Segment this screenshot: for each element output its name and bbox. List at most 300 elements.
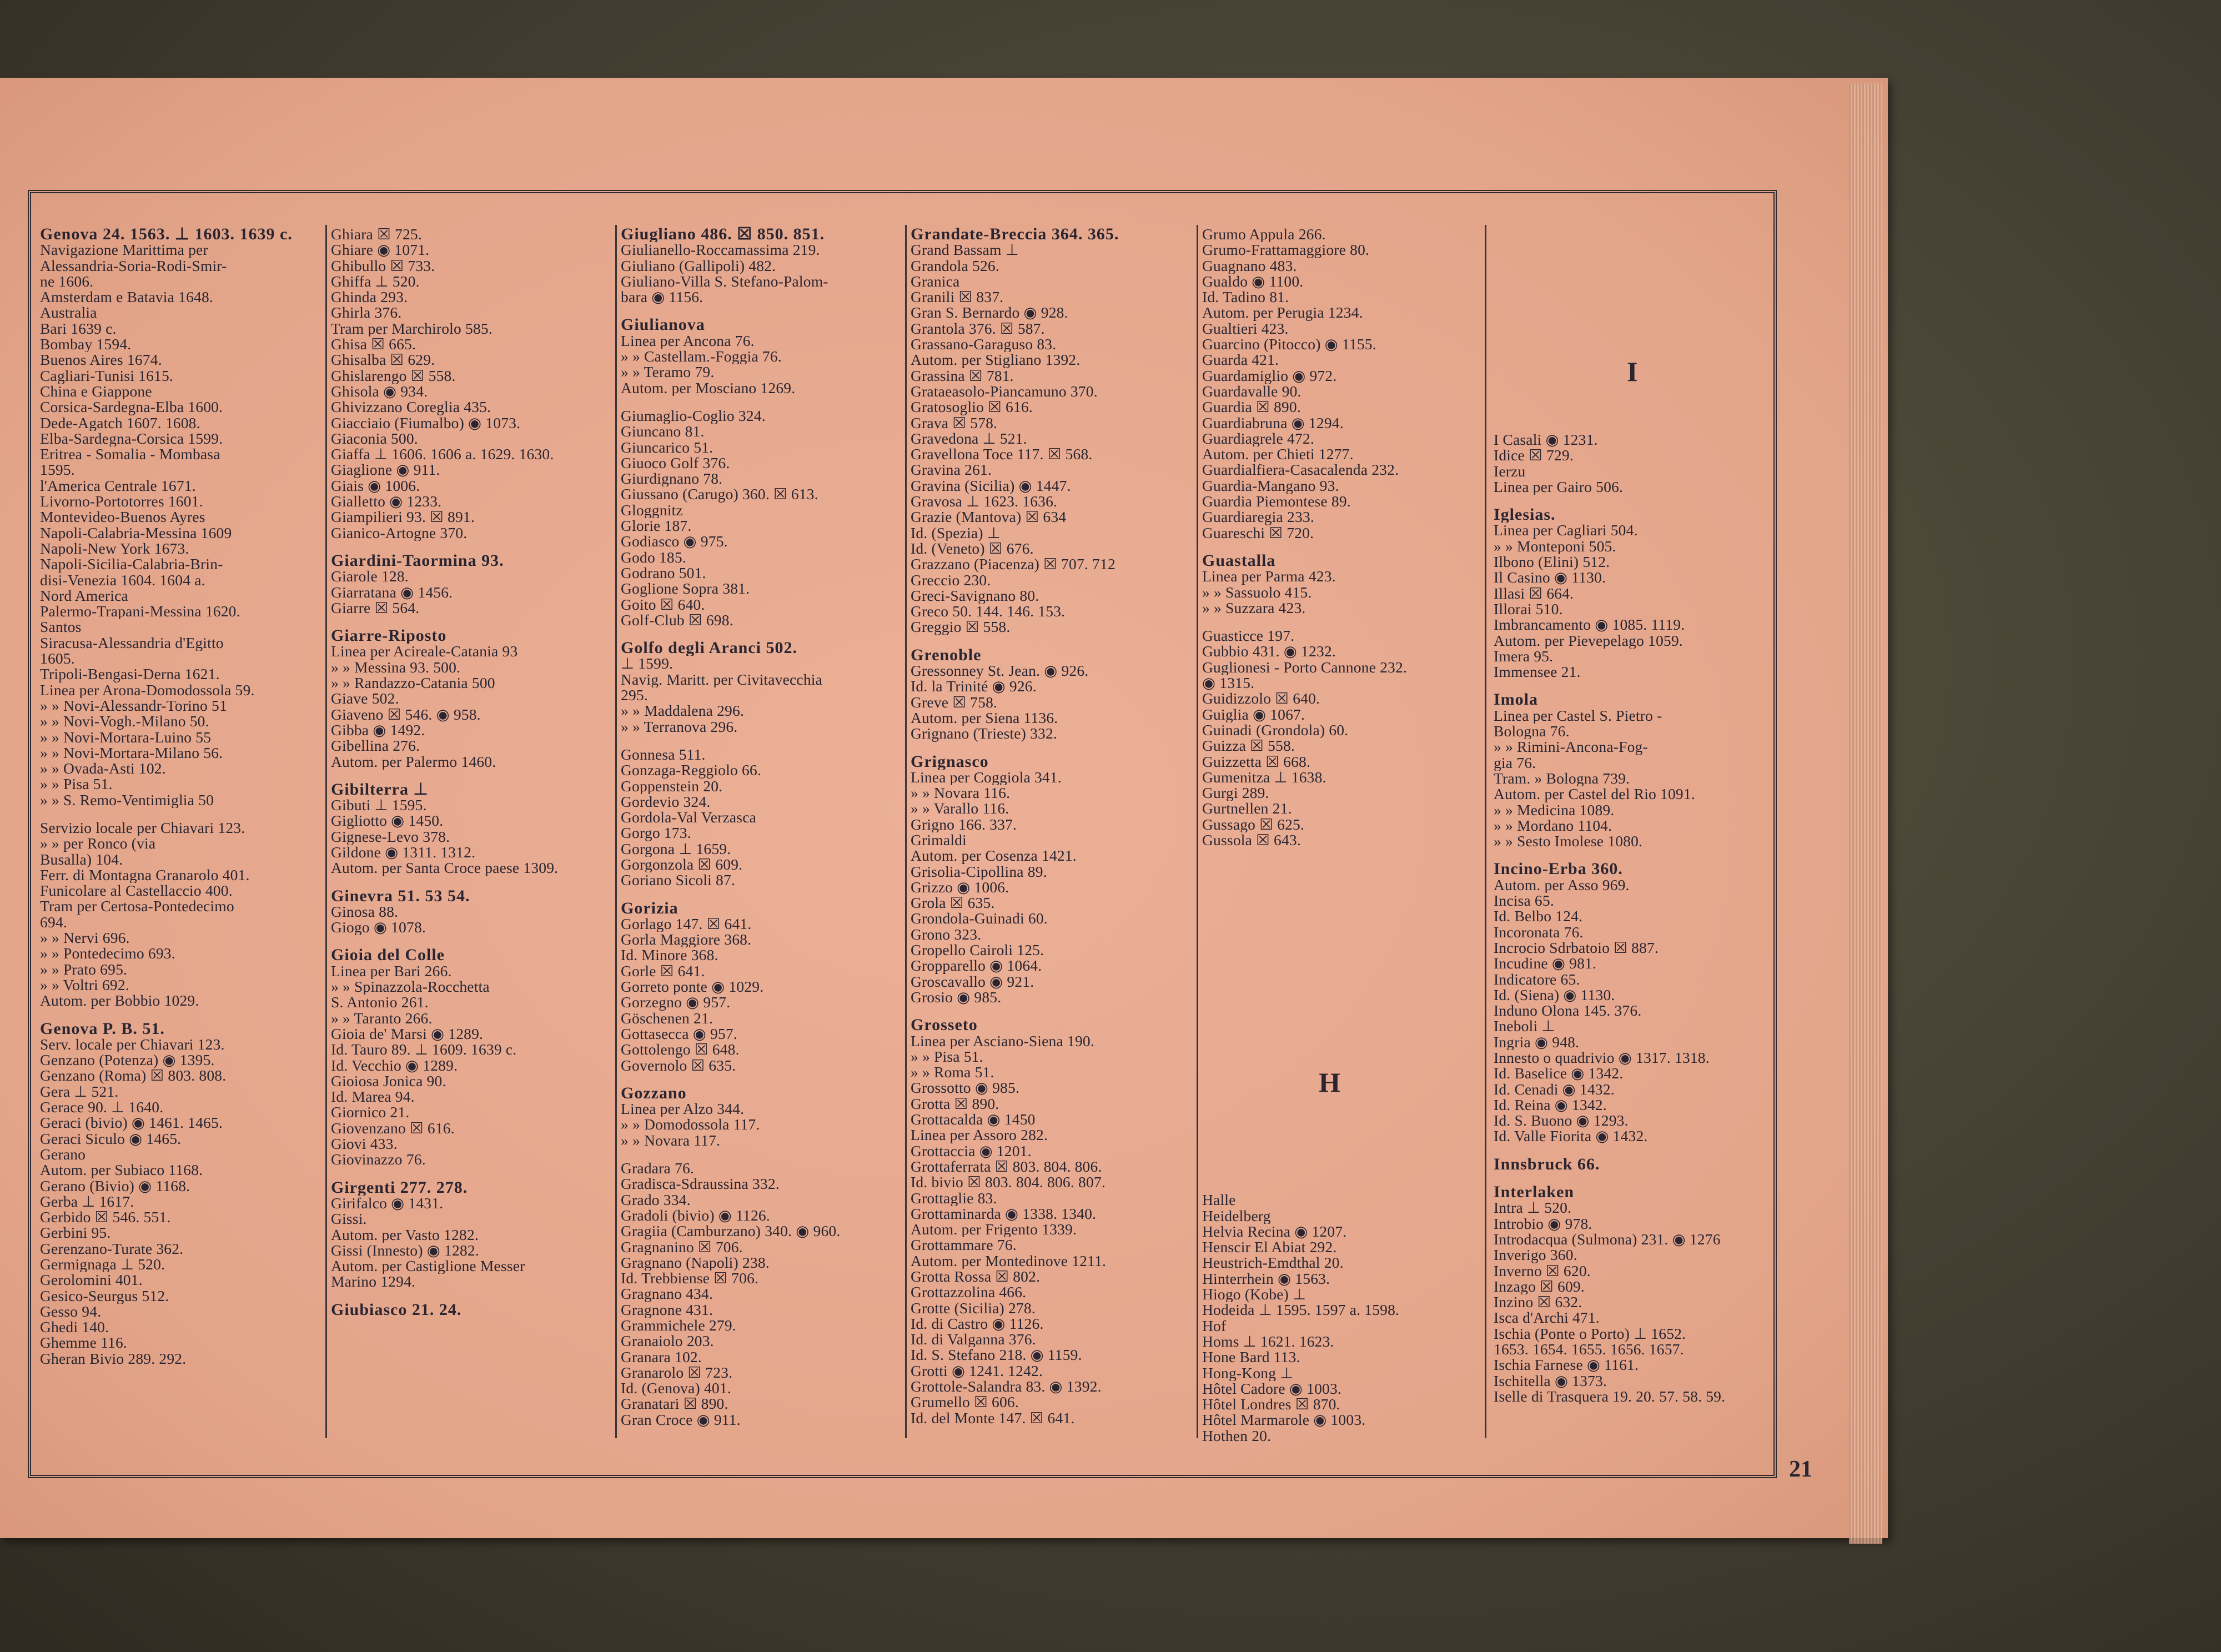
index-entry: Gurgi 289. bbox=[1202, 785, 1269, 801]
index-entry: Autom. per Castiglione Messer bbox=[331, 1258, 525, 1274]
index-entry: Heustrich-Emdthal 20. bbox=[1202, 1255, 1344, 1271]
index-entry: Palermo-Trapani-Messina 1620. bbox=[40, 604, 240, 620]
column-separator bbox=[1197, 225, 1198, 1438]
index-entry: Linea per Castel S. Pietro - bbox=[1494, 707, 1662, 724]
index-heading: Girgenti 277. 278. bbox=[331, 1179, 468, 1196]
index-entry: Giaconia 500. bbox=[331, 430, 418, 447]
index-entry: Funicolare al Castellaccio 400. bbox=[40, 883, 233, 899]
index-heading: Iglesias. bbox=[1494, 507, 1556, 523]
index-entry: Gubbio 431. ◉ 1232. bbox=[1202, 644, 1336, 660]
index-entry: Gorla Maggiore 368. bbox=[621, 932, 752, 948]
index-entry: Grotti ◉ 1241. 1242. bbox=[911, 1363, 1043, 1379]
index-entry: Autom. per Pievepelago 1059. bbox=[1494, 632, 1683, 649]
index-entry: Linea per Parma 423. bbox=[1202, 569, 1336, 585]
index-entry: Ierzu bbox=[1494, 463, 1526, 479]
column-separator bbox=[615, 225, 617, 1438]
index-entry: Giumaglio-Coglio 324. bbox=[621, 408, 766, 424]
entry-gap bbox=[621, 735, 900, 747]
index-entry: Hone Bard 113. bbox=[1202, 1349, 1300, 1365]
index-entry: Guiglia ◉ 1067. bbox=[1202, 706, 1305, 722]
index-heading: Grenoble bbox=[911, 647, 982, 664]
entry-gap bbox=[331, 935, 610, 947]
index-entry: Linea per Gairo 506. bbox=[1494, 479, 1624, 495]
entry-gap bbox=[1202, 616, 1480, 628]
index-entry: Tram per Certosa-Pontedecimo bbox=[40, 898, 234, 915]
index-entry: Grottammare 76. bbox=[911, 1237, 1017, 1253]
index-entry: Induno Olona 145. 376. bbox=[1494, 1003, 1642, 1019]
entry-gap bbox=[911, 742, 1191, 754]
index-entry: Guardialfiera-Casacalenda 232. bbox=[1202, 462, 1399, 478]
index-entry: Grado 334. bbox=[621, 1192, 691, 1208]
index-entry: Grignano (Trieste) 332. bbox=[911, 726, 1058, 742]
index-entry: Autom. per Asso 969. bbox=[1494, 877, 1630, 893]
index-entry: Id. bivio ☒ 803. 804. 806. 807. bbox=[911, 1174, 1106, 1191]
index-entry: Guardia Piemontese 89. bbox=[1202, 494, 1351, 510]
index-entry: Ghedi 140. bbox=[40, 1319, 109, 1335]
index-entry: Gibba ◉ 1492. bbox=[331, 722, 425, 739]
index-entry: Hôtel Cadore ◉ 1003. bbox=[1202, 1380, 1342, 1397]
index-entry: » » Novara 116. bbox=[911, 785, 1011, 801]
index-entry: Gradoli (bivio) ◉ 1126. bbox=[621, 1207, 770, 1224]
index-entry: Hodeida ⊥ 1595. 1597 a. 1598. bbox=[1202, 1302, 1400, 1318]
index-entry: » » Medicina 1089. bbox=[1494, 802, 1615, 818]
index-entry: Iselle di Trasquera 19. 20. 57. 58. 59. bbox=[1494, 1388, 1726, 1405]
index-entry: Gorle ☒ 641. bbox=[621, 963, 705, 980]
index-entry: Id. Reina ◉ 1342. bbox=[1494, 1097, 1607, 1113]
index-entry: Grassina ☒ 781. bbox=[911, 368, 1014, 384]
index-entry: Amsterdam e Batavia 1648. bbox=[40, 289, 213, 305]
index-heading: Gibilterra ⊥ bbox=[331, 781, 429, 798]
index-entry: Godrano 501. bbox=[621, 565, 706, 581]
index-entry: Indicatore 65. bbox=[1494, 971, 1580, 987]
entry-gap bbox=[331, 541, 610, 553]
index-entry: Grondola-Guinadi 60. bbox=[911, 911, 1048, 927]
index-entry: Tram per Marchirolo 585. bbox=[331, 320, 493, 337]
index-entry: Bari 1639 c. bbox=[40, 320, 117, 337]
index-entry: l'America Centrale 1671. bbox=[40, 478, 196, 494]
index-entry: Grottaccia ◉ 1201. bbox=[911, 1143, 1032, 1159]
index-entry: Guinadi (Grondola) 60. bbox=[1202, 722, 1349, 739]
index-entry: Gioia de' Marsi ◉ 1289. bbox=[331, 1026, 484, 1042]
index-entry: Hothen 20. bbox=[1202, 1428, 1272, 1444]
index-entry: » » Castellam.-Foggia 76. bbox=[621, 349, 782, 365]
entry-gap bbox=[911, 635, 1191, 647]
entry-gap bbox=[331, 616, 610, 628]
index-entry: Linea per Bari 266. bbox=[331, 963, 452, 980]
index-entry: » » Spinazzola-Rocchetta bbox=[331, 979, 490, 995]
section-spacer bbox=[1494, 227, 1766, 432]
index-entry: Giais ◉ 1006. bbox=[331, 478, 420, 494]
index-entry: Grisolia-Cipollina 89. bbox=[911, 863, 1047, 880]
index-entry: » » S. Remo-Ventimiglia 50 bbox=[40, 792, 214, 808]
index-entry: Guizza ☒ 558. bbox=[1202, 738, 1295, 754]
index-entry: Id. (Genova) 401. bbox=[621, 1380, 731, 1397]
entry-gap bbox=[621, 305, 900, 317]
index-entry: Gesico-Seurgus 512. bbox=[40, 1288, 169, 1304]
index-entry: Autom. per Subiaco 1168. bbox=[40, 1162, 203, 1178]
index-entry: Autom. per Chieti 1277. bbox=[1202, 446, 1354, 463]
index-entry: Gualdo ◉ 1100. bbox=[1202, 273, 1304, 290]
index-entry: Illorai 510. bbox=[1494, 601, 1563, 617]
index-entry: » » Maddalena 296. bbox=[621, 703, 745, 719]
index-entry: Giovenzano ☒ 616. bbox=[331, 1120, 455, 1137]
index-heading: Golfo degli Aranci 502. bbox=[621, 640, 797, 656]
index-entry: Inzino ☒ 632. bbox=[1494, 1294, 1582, 1310]
index-entry: Linea per Ancona 76. bbox=[621, 333, 755, 349]
index-entry: Guasticce 197. bbox=[1202, 628, 1295, 644]
index-entry: » » Pisa 51. bbox=[911, 1048, 983, 1065]
index-entry: Giuliano (Gallipoli) 482. bbox=[621, 258, 776, 274]
index-entry: Santos bbox=[40, 619, 82, 635]
index-entry: Granatari ☒ 890. bbox=[621, 1396, 728, 1412]
index-entry: Glorie 187. bbox=[621, 518, 692, 534]
index-heading: Giardini-Taormina 93. bbox=[331, 553, 504, 569]
index-entry: 694. bbox=[40, 914, 67, 931]
index-entry: Gerbido ☒ 546. 551. bbox=[40, 1209, 171, 1226]
index-entry: Hôtel Marmarole ◉ 1003. bbox=[1202, 1412, 1366, 1428]
column-separator bbox=[905, 225, 907, 1438]
index-entry: Id. del Monte 147. ☒ 641. bbox=[911, 1410, 1075, 1426]
index-entry: Gropello Cairoli 125. bbox=[911, 942, 1044, 958]
index-entry: Governolo ☒ 635. bbox=[621, 1057, 736, 1073]
index-entry: Id. Minore 368. bbox=[621, 947, 718, 963]
index-entry: Autom. per Montedinove 1211. bbox=[911, 1253, 1107, 1269]
index-entry: disi-Venezia 1604. 1604 a. bbox=[40, 572, 205, 588]
index-entry: Gurtnellen 21. bbox=[1202, 801, 1292, 817]
index-entry: Napoli-New York 1673. bbox=[40, 540, 189, 557]
index-entry: Gragnone 431. bbox=[621, 1302, 713, 1318]
entry-gap bbox=[331, 770, 610, 782]
index-entry: Gragnano 434. bbox=[621, 1286, 713, 1302]
index-entry: Giornico 21. bbox=[331, 1104, 410, 1121]
index-entry: Gran S. Bernardo ◉ 928. bbox=[911, 305, 1068, 321]
index-entry: Gorreto ponte ◉ 1029. bbox=[621, 979, 764, 995]
section-spacer bbox=[1202, 848, 1480, 1192]
index-entry: Guagnano 483. bbox=[1202, 258, 1297, 274]
index-entry: Giarratana ◉ 1456. bbox=[331, 584, 453, 600]
index-entry: » » Varallo 116. bbox=[911, 801, 1009, 817]
index-entry: Gravina (Sicilia) ◉ 1447. bbox=[911, 478, 1071, 494]
index-entry: Gerano (Bivio) ◉ 1168. bbox=[40, 1178, 190, 1194]
index-entry: Autom. per Vasto 1282. bbox=[331, 1227, 479, 1243]
index-entry: » » Messina 93. 500. bbox=[331, 659, 461, 676]
index-entry: Giuoco Golf 376. bbox=[621, 455, 730, 471]
index-entry: Guardavalle 90. bbox=[1202, 383, 1302, 400]
index-entry: Ischia Farnese ◉ 1161. bbox=[1494, 1357, 1639, 1373]
index-entry: Id. Valle Fiorita ◉ 1432. bbox=[1494, 1128, 1648, 1144]
index-entry: Giuncarico 51. bbox=[621, 439, 713, 455]
index-entry: » » Pontedecimo 693. bbox=[40, 946, 175, 962]
index-entry: Ferr. di Montagna Granarolo 401. bbox=[40, 867, 250, 883]
index-entry: Autom. per Cosenza 1421. bbox=[911, 848, 1077, 864]
index-entry: bara ◉ 1156. bbox=[621, 289, 704, 305]
index-heading: Ginevra 51. 53 54. bbox=[331, 888, 470, 904]
index-entry: » » Teramo 79. bbox=[621, 364, 715, 380]
index-entry: » » Randazzo-Catania 500 bbox=[331, 675, 495, 691]
index-entry: Id. S. Buono ◉ 1293. bbox=[1494, 1113, 1629, 1129]
index-entry: Guglionesi - Porto Cannone 232. bbox=[1202, 659, 1408, 676]
index-entry: Gressonney St. Jean. ◉ 926. bbox=[911, 663, 1089, 679]
index-entry: Hong-Kong ⊥ bbox=[1202, 1365, 1294, 1381]
index-entry: Grantola 376. ☒ 587. bbox=[911, 320, 1045, 337]
index-entry: Id. Tauro 89. ⊥ 1609. 1639 c. bbox=[331, 1042, 517, 1058]
index-column-3 bbox=[621, 227, 900, 1445]
index-entry: Giovi 433. bbox=[331, 1136, 398, 1152]
index-entry: Linea per Coggiola 341. bbox=[911, 769, 1062, 786]
page-number: 21 bbox=[1789, 1457, 1812, 1482]
index-entry: Introbio ◉ 978. bbox=[1494, 1216, 1592, 1232]
index-entry: Ghisalba ☒ 629. bbox=[331, 352, 435, 368]
index-entry: Grigno 166. 337. bbox=[911, 816, 1017, 832]
index-entry: Id. (Siena) ◉ 1130. bbox=[1494, 987, 1615, 1003]
index-entry: Linea per Acireale-Catania 93 bbox=[331, 644, 518, 660]
index-entry: » » Sassuolo 415. bbox=[1202, 584, 1312, 600]
index-entry: » » Nervi 696. bbox=[40, 930, 130, 946]
index-entry: Id. Baselice ◉ 1342. bbox=[1494, 1066, 1624, 1082]
index-heading: Gozzano bbox=[621, 1085, 687, 1102]
index-entry: Greci-Savignano 80. bbox=[911, 588, 1039, 604]
index-entry: Id. di Castro ◉ 1126. bbox=[911, 1315, 1044, 1332]
index-entry: Gerace 90. ⊥ 1640. bbox=[40, 1099, 164, 1116]
index-entry: Genzano (Roma) ☒ 803. 808. bbox=[40, 1068, 227, 1084]
index-entry: Inzago ☒ 609. bbox=[1494, 1278, 1585, 1295]
index-entry: Grava ☒ 578. bbox=[911, 415, 998, 431]
index-entry: Granara 102. bbox=[621, 1349, 702, 1365]
index-entry: » » Taranto 266. bbox=[331, 1010, 433, 1026]
entry-gap bbox=[40, 808, 318, 820]
index-entry: Autom. per Perugia 1234. bbox=[1202, 305, 1363, 321]
index-entry: Ghemme 116. bbox=[40, 1335, 127, 1351]
index-entry: 1605. bbox=[40, 651, 75, 667]
index-entry: Gissi. bbox=[331, 1211, 367, 1227]
index-entry: Henscir El Abiat 292. bbox=[1202, 1239, 1337, 1256]
index-entry: Linea per Cagliari 504. bbox=[1494, 523, 1638, 539]
index-entry: Gravosa ⊥ 1623. 1636. bbox=[911, 494, 1058, 510]
index-entry: Hiogo (Kobe) ⊥ bbox=[1202, 1287, 1307, 1303]
index-entry: Busalla) 104. bbox=[40, 851, 123, 867]
index-entry: Helvia Recina ◉ 1207. bbox=[1202, 1223, 1347, 1240]
index-heading: Giubiasco 21. 24. bbox=[331, 1302, 462, 1318]
index-entry: Grumo-Frattamaggiore 80. bbox=[1202, 242, 1370, 258]
index-entry: Guardiabruna ◉ 1294. bbox=[1202, 415, 1344, 431]
entry-gap bbox=[621, 888, 900, 901]
index-entry: Id. Vecchio ◉ 1289. bbox=[331, 1057, 458, 1073]
entry-gap bbox=[331, 876, 610, 888]
index-entry: Gibuti ⊥ 1595. bbox=[331, 797, 427, 814]
index-entry: Id. Belbo 124. bbox=[1494, 908, 1583, 925]
index-entry: ◉ 1315. bbox=[1202, 675, 1255, 691]
index-entry: ne 1606. bbox=[40, 273, 94, 290]
index-heading: Incino-Erba 360. bbox=[1494, 861, 1623, 877]
index-heading: Innsbruck 66. bbox=[1494, 1156, 1600, 1173]
index-entry: Grossotto ◉ 985. bbox=[911, 1080, 1020, 1096]
index-entry: Ilbono (Elini) 512. bbox=[1494, 554, 1610, 570]
index-entry: Autom. per Bobbio 1029. bbox=[40, 993, 199, 1009]
index-column-6 bbox=[1494, 227, 1766, 1445]
index-entry: » » Domodossola 117. bbox=[621, 1117, 760, 1133]
index-entry: Giogo ◉ 1078. bbox=[331, 920, 426, 936]
index-column-2 bbox=[331, 227, 610, 1445]
index-entry: Groscavallo ◉ 921. bbox=[911, 973, 1034, 990]
index-entry: Grazzano (Piacenza) ☒ 707. 712 bbox=[911, 556, 1115, 573]
section-letter-i: I bbox=[1627, 356, 1638, 387]
index-entry: Linea per Asciano-Siena 190. bbox=[911, 1033, 1094, 1049]
entry-gap bbox=[621, 1073, 900, 1086]
entry-gap bbox=[1202, 541, 1480, 553]
index-entry: Gordevio 324. bbox=[621, 794, 711, 810]
index-entry: Gorlago 147. ☒ 641. bbox=[621, 916, 752, 932]
index-entry: Navigazione Marittima per bbox=[40, 242, 208, 258]
index-entry: Gratosoglio ☒ 616. bbox=[911, 399, 1033, 415]
index-entry: Ghiffa ⊥ 520. bbox=[331, 273, 420, 290]
index-entry: Guardamiglio ◉ 972. bbox=[1202, 368, 1337, 384]
index-entry: Geraci (bivio) ◉ 1461. 1465. bbox=[40, 1115, 223, 1131]
index-entry: Linea per Alzo 344. bbox=[621, 1101, 745, 1117]
index-entry: Granarolo ☒ 723. bbox=[621, 1364, 733, 1381]
index-entry: Gerolomini 401. bbox=[40, 1272, 143, 1288]
index-entry: Grassano-Garaguso 83. bbox=[911, 337, 1057, 353]
entry-gap bbox=[911, 1005, 1191, 1017]
index-entry: Incrocio Sdrbatoio ☒ 887. bbox=[1494, 940, 1659, 956]
index-entry: Grono 323. bbox=[911, 926, 982, 943]
entry-gap bbox=[621, 396, 900, 408]
index-entry: Guidizzolo ☒ 640. bbox=[1202, 691, 1320, 707]
index-entry: Autom. per Santa Croce paese 1309. bbox=[331, 860, 559, 876]
index-entry: Giaveno ☒ 546. ◉ 958. bbox=[331, 706, 481, 722]
index-heading: Grosseto bbox=[911, 1017, 978, 1033]
index-entry: Autom. per Stigliano 1392. bbox=[911, 352, 1081, 368]
index-entry: Id. (Veneto) ☒ 676. bbox=[911, 540, 1034, 557]
index-entry: Godiasco ◉ 975. bbox=[621, 534, 728, 550]
index-entry: Gorgo 173. bbox=[621, 825, 691, 841]
index-entry: Grammichele 279. bbox=[621, 1318, 736, 1334]
index-entry: » » per Ronco (via bbox=[40, 836, 156, 852]
index-entry: Nord America bbox=[40, 588, 128, 604]
column-separator bbox=[1485, 225, 1486, 1438]
index-entry: Incoronata 76. bbox=[1494, 924, 1584, 940]
index-entry: Incudine ◉ 981. bbox=[1494, 956, 1597, 972]
index-entry: Göschenen 21. bbox=[621, 1010, 713, 1026]
index-entry: Grottazzolina 466. bbox=[911, 1284, 1027, 1300]
index-entry: Gorzegno ◉ 957. bbox=[621, 995, 731, 1011]
index-entry: Id. la Trinité ◉ 926. bbox=[911, 679, 1037, 695]
index-entry: Granili ☒ 837. bbox=[911, 289, 1004, 305]
index-entry: ⊥ 1599. bbox=[621, 656, 674, 672]
entry-gap bbox=[331, 1168, 610, 1180]
index-entry: Halle bbox=[1202, 1192, 1236, 1208]
index-entry: 295. bbox=[621, 687, 648, 704]
index-entry: Imera 95. bbox=[1494, 648, 1554, 665]
index-entry: Dede-Agatch 1607. 1608. bbox=[40, 415, 200, 431]
index-entry: Gialletto ◉ 1233. bbox=[331, 494, 442, 510]
index-entry: Id. S. Stefano 218. ◉ 1159. bbox=[911, 1347, 1082, 1363]
index-entry: Imbrancamento ◉ 1085. 1119. bbox=[1494, 617, 1685, 633]
index-entry: Guardiaregia 233. bbox=[1202, 509, 1314, 525]
index-entry: Linea per Arona-Domodossola 59. bbox=[40, 682, 255, 698]
index-entry: Gravellona Toce 117. ☒ 568. bbox=[911, 446, 1093, 463]
index-entry: Giovinazzo 76. bbox=[331, 1152, 426, 1168]
index-entry: Giave 502. bbox=[331, 691, 399, 707]
index-entry: » » Novi-Mortara-Luino 55 bbox=[40, 729, 212, 745]
index-entry: Id. Trebbiense ☒ 706. bbox=[621, 1271, 759, 1287]
index-entry: Gerba ⊥ 1617. bbox=[40, 1193, 134, 1210]
index-entry: Guareschi ☒ 720. bbox=[1202, 525, 1314, 541]
index-entry: Heidelberg bbox=[1202, 1208, 1271, 1224]
index-heading: Grignasco bbox=[911, 754, 989, 770]
index-entry: Grottacalda ◉ 1450 bbox=[911, 1112, 1036, 1128]
index-entry: Gottasecca ◉ 957. bbox=[621, 1026, 737, 1042]
index-entry: Australia bbox=[40, 305, 97, 321]
index-entry: Bologna 76. bbox=[1494, 724, 1570, 740]
index-entry: Id. di Valganna 376. bbox=[911, 1332, 1036, 1348]
index-entry: Id. (Spezia) ⊥ bbox=[911, 525, 1001, 541]
index-entry: Grottaglie 83. bbox=[911, 1190, 997, 1206]
index-entry: Giaffa ⊥ 1606. 1606 a. 1629. 1630. bbox=[331, 446, 554, 463]
index-entry: Montevideo-Buenos Ayres bbox=[40, 509, 205, 525]
index-entry: Grosio ◉ 985. bbox=[911, 989, 1002, 1006]
index-entry: Grimaldi bbox=[911, 832, 967, 848]
index-entry: Livorno-Portotorres 1601. bbox=[40, 494, 203, 510]
index-entry: Gorgona ⊥ 1659. bbox=[621, 841, 731, 857]
index-heading: Guastalla bbox=[1202, 553, 1276, 569]
index-entry: Hinterrhein ◉ 1563. bbox=[1202, 1271, 1330, 1287]
index-entry: Goito ☒ 640. bbox=[621, 596, 705, 612]
index-entry: Giuliano-Villa S. Stefano-Palom- bbox=[621, 273, 828, 290]
index-entry: Gropparello ◉ 1064. bbox=[911, 958, 1042, 974]
index-entry: Greggio ☒ 558. bbox=[911, 619, 1011, 635]
index-entry: Guardia-Mangano 93. bbox=[1202, 478, 1339, 494]
index-entry: Eritrea - Somalia - Mombasa bbox=[40, 446, 220, 463]
index-entry: Illasi ☒ 664. bbox=[1494, 585, 1574, 601]
index-entry: Tripoli-Bengasi-Derna 1621. bbox=[40, 666, 220, 682]
index-entry: Grazie (Mantova) ☒ 634 bbox=[911, 509, 1067, 525]
page-edges bbox=[1849, 83, 1882, 1544]
index-entry: Ischia (Ponte o Porto) ⊥ 1652. bbox=[1494, 1325, 1686, 1342]
index-entry: Giuncano 81. bbox=[621, 424, 705, 440]
index-entry: Ghisola ◉ 934. bbox=[331, 383, 428, 400]
index-entry: Geraci Siculo ◉ 1465. bbox=[40, 1131, 182, 1147]
index-entry: Gottolengo ☒ 648. bbox=[621, 1042, 740, 1058]
index-entry: Id. Tadino 81. bbox=[1202, 289, 1289, 305]
index-entry: Grottole-Salandra 83. ◉ 1392. bbox=[911, 1379, 1102, 1395]
index-entry: Tram. » Bologna 739. bbox=[1494, 770, 1630, 787]
index-column-5 bbox=[1202, 227, 1480, 1445]
index-entry: Alessandria-Soria-Rodi-Smir- bbox=[40, 258, 227, 274]
index-entry: Gerenzano-Turate 362. bbox=[40, 1241, 184, 1257]
index-entry: Grola ☒ 635. bbox=[911, 895, 995, 911]
index-entry: » » Prato 695. bbox=[40, 961, 128, 977]
index-entry: Gussago ☒ 625. bbox=[1202, 816, 1305, 832]
index-entry: Grumo Appula 266. bbox=[1202, 227, 1326, 243]
index-entry: Grizzo ◉ 1006. bbox=[911, 879, 1009, 896]
index-entry: Giampilieri 93. ☒ 891. bbox=[331, 509, 475, 525]
index-column-4 bbox=[911, 227, 1191, 1445]
index-entry: Grottaminarda ◉ 1338. 1340. bbox=[911, 1206, 1097, 1222]
index-entry: Guarcino (Pitocco) ◉ 1155. bbox=[1202, 337, 1376, 353]
index-entry: » » Mordano 1104. bbox=[1494, 817, 1612, 834]
index-entry: Napoli-Calabria-Messina 1609 bbox=[40, 525, 232, 541]
index-heading: Imola bbox=[1494, 692, 1538, 708]
index-entry: Immensee 21. bbox=[1494, 664, 1581, 680]
index-entry: Gioiosa Jonica 90. bbox=[331, 1073, 446, 1089]
index-entry: Gonnesa 511. bbox=[621, 746, 706, 763]
index-entry: Gigliotto ◉ 1450. bbox=[331, 813, 444, 829]
index-entry: Gildone ◉ 1311. 1312. bbox=[331, 844, 476, 861]
index-entry: Godo 185. bbox=[621, 549, 686, 565]
index-entry: Grotta Rossa ☒ 802. bbox=[911, 1269, 1041, 1285]
index-heading: Interlaken bbox=[1494, 1184, 1574, 1201]
index-entry: Guardia ☒ 890. bbox=[1202, 399, 1301, 415]
